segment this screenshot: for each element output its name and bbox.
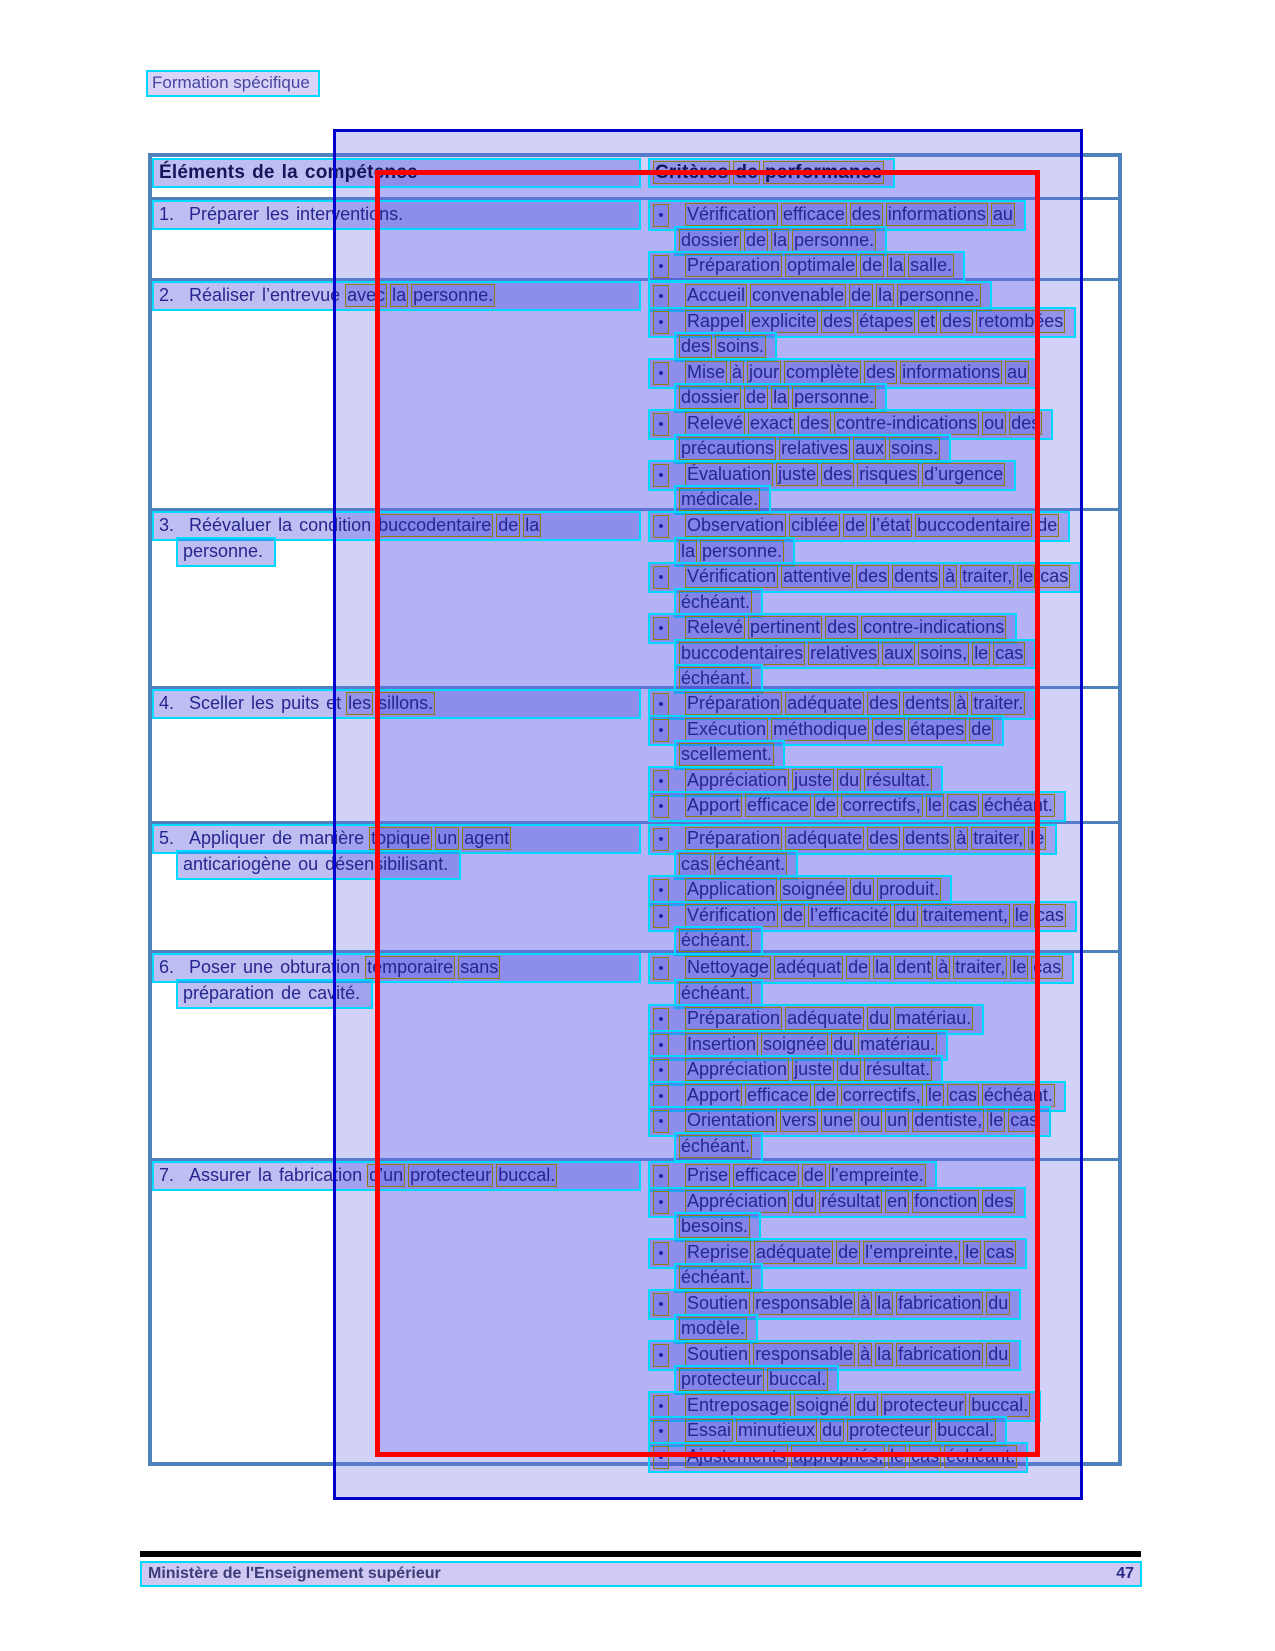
element-row-1-line-0: 1. Préparer les interventions. [152,200,641,230]
criterion-row-7-bullet-1-line-0: • Prise efficace de l’empreinte. [648,1161,937,1192]
criterion-row-1-bullet-1-line-1: dossier de la personne. [674,226,887,256]
criterion-row-1-bullet-2-line-0: • Préparation optimale de la salle. [648,251,965,282]
bullet-icon: • [653,1191,669,1214]
bullet-icon: • [653,1446,669,1469]
bullet-icon: • [653,566,669,589]
criterion-row-2-bullet-2-line-1: des soins. [674,332,777,362]
element-row-5-line-1: anticariogène ou désensibilisant. [176,850,461,880]
criterion-row-5-bullet-1-line-1: cas échéant. [674,850,798,880]
bullet-icon: • [653,1344,669,1367]
bullet-icon: • [653,204,669,227]
bullet-icon: • [653,255,669,278]
bullet-icon: • [653,464,669,487]
table-header-criteria: Critères de performance [648,158,895,188]
criterion-row-6-bullet-1-line-0: • Nettoyage adéquat de la dent à traiter, le cas [648,953,1074,984]
criterion-row-7-bullet-6-line-0: • Entreposage soigné du protecteur buccal. [648,1391,1041,1422]
criterion-row-7-bullet-3-line-0: • Reprise adéquate de l’empreinte, le cas [648,1238,1027,1269]
criterion-row-2-bullet-4-line-0: • Relevé exact des contre-indications ou des [648,409,1053,440]
bullet-icon: • [653,1059,669,1082]
bullet-icon: • [653,828,669,851]
footer-page-number: 47 [1116,1565,1134,1582]
criterion-row-3-bullet-2-line-1: échéant. [674,588,763,618]
criterion-row-2-bullet-3-line-0: • Mise à jour complète des informations au [648,358,1040,389]
bullet-icon: • [653,1034,669,1057]
bullet-icon: • [653,1395,669,1418]
criterion-row-3-bullet-3-line-2: échéant. [674,664,763,694]
bullet-icon: • [653,1165,669,1188]
criterion-row-7-bullet-7-line-0: • Essai minutieux du protecteur buccal. [648,1416,1007,1447]
footer-bar [140,1561,1142,1587]
criterion-row-7-bullet-5-line-1: protecteur buccal. [674,1365,839,1395]
criterion-row-2-bullet-5-line-1: médicale. [674,485,771,515]
footer-rule [140,1551,1141,1557]
bullet-icon: • [653,719,669,742]
criterion-row-7-bullet-2-line-0: • Appréciation du résultat en fonction des [648,1187,1026,1218]
bullet-icon: • [653,795,669,818]
footer-ministry-text: Ministère de l'Enseignement supérieur [148,1565,441,1582]
criterion-row-4-bullet-1-line-0: • Préparation adéquate des dents à traiter. [648,689,1036,720]
criterion-row-7-bullet-4-line-0: • Soutien responsable à la fabrication du [648,1289,1021,1320]
bullet-icon: • [653,413,669,436]
bullet-icon: • [653,285,669,308]
criterion-row-2-bullet-4-line-1: précautions relatives aux soins. [674,434,951,464]
bullet-icon: • [653,311,669,334]
criterion-row-7-bullet-5-line-0: • Soutien responsable à la fabrication du [648,1340,1021,1371]
criterion-row-4-bullet-2-line-1: scellement. [674,740,785,770]
criterion-row-2-bullet-1-line-0: • Accueil convenable de la personne. [648,281,992,312]
bullet-icon: • [653,1242,669,1265]
element-row-7-line-0: 7. Assurer la fabrication d’un protecteur buccal. [152,1161,641,1191]
element-row-5-line-0: 5. Appliquer de manière topique un agent [152,824,641,854]
red-annotation-rectangle [375,170,1040,1457]
table-header-elements: Éléments de la compétence [152,158,641,188]
criterion-row-6-bullet-3-line-0: • Insertion soignée du matériau. [648,1030,948,1061]
criterion-row-3-bullet-3-line-1: buccodentaires relatives aux soins, le cas [674,639,1036,669]
element-row-3-line-0: 3. Réévaluer la condition buccodentaire de la [152,511,641,541]
bullet-icon: • [653,905,669,928]
criterion-row-5-bullet-1-line-0: • Préparation adéquate des dents à traiter, le [648,824,1057,855]
criterion-row-6-bullet-4-line-0: • Appréciation juste du résultat. [648,1055,943,1086]
criterion-row-5-bullet-2-line-0: • Application soignée du produit. [648,875,952,906]
criterion-row-6-bullet-6-line-1: échéant. [674,1132,763,1162]
element-row-2-line-0: 2. Réaliser l’entrevue avec la personne. [152,281,641,311]
page-section-label: Formation spécifique [146,70,320,97]
bullet-icon: • [653,617,669,640]
element-row-6-line-1: préparation de cavité. [176,979,373,1009]
criterion-row-4-bullet-2-line-0: • Exécution méthodique des étapes de [648,715,1004,746]
element-row-4-line-0: 4. Sceller les puits et les sillons. [152,689,641,719]
criterion-row-3-bullet-1-line-1: la personne. [674,537,795,567]
bullet-icon: • [653,362,669,385]
criterion-row-4-bullet-3-line-0: • Appréciation juste du résultat. [648,766,943,797]
element-row-3-line-1: personne. [176,537,276,567]
bullet-icon: • [653,1008,669,1031]
criterion-row-6-bullet-6-line-0: • Orientation vers une ou un dentiste, le cas [648,1106,1051,1137]
bullet-icon: • [653,1293,669,1316]
criterion-row-2-bullet-5-line-0: • Évaluation juste des risques d’urgence [648,460,1016,491]
bullet-icon: • [653,770,669,793]
bullet-icon: • [653,693,669,716]
bullet-icon: • [653,879,669,902]
bullet-icon: • [653,1085,669,1108]
criterion-row-5-bullet-3-line-1: échéant. [674,926,763,956]
criterion-row-2-bullet-2-line-0: • Rappel explicite des étapes et des retombées [648,307,1076,338]
criterion-row-7-bullet-2-line-1: besoins. [674,1212,761,1242]
bullet-icon: • [653,515,669,538]
criterion-row-6-bullet-5-line-0: • Apport efficace de correctifs, le cas échéant. [648,1081,1066,1112]
bullet-icon: • [653,957,669,980]
criterion-row-1-bullet-1-line-0: • Vérification efficace des informations au [648,200,1026,231]
criterion-row-6-bullet-2-line-0: • Préparation adéquate du matériau. [648,1004,984,1035]
criterion-row-7-bullet-4-line-1: modèle. [674,1314,758,1344]
criterion-row-7-bullet-3-line-1: échéant. [674,1263,763,1293]
criterion-row-4-bullet-4-line-0: • Apport efficace de correctifs, le cas échéant. [648,791,1066,822]
criterion-row-5-bullet-3-line-0: • Vérification de l’efficacité du traitement, le cas [648,901,1077,932]
criterion-row-7-bullet-8-line-0: • Ajustements appropriés, le cas échéant. [648,1442,1028,1473]
bullet-icon: • [653,1110,669,1133]
criterion-row-3-bullet-2-line-0: • Vérification attentive des dents à traiter, le cas [648,562,1081,593]
bullet-icon: • [653,1420,669,1443]
element-row-6-line-0: 6. Poser une obturation temporaire sans [152,953,641,983]
criterion-row-6-bullet-1-line-1: échéant. [674,979,763,1009]
criterion-row-2-bullet-3-line-1: dossier de la personne. [674,383,887,413]
criterion-row-3-bullet-3-line-0: • Relevé pertinent des contre-indications [648,613,1017,644]
criterion-row-3-bullet-1-line-0: • Observation ciblée de l’état buccodentaire de [648,511,1070,542]
